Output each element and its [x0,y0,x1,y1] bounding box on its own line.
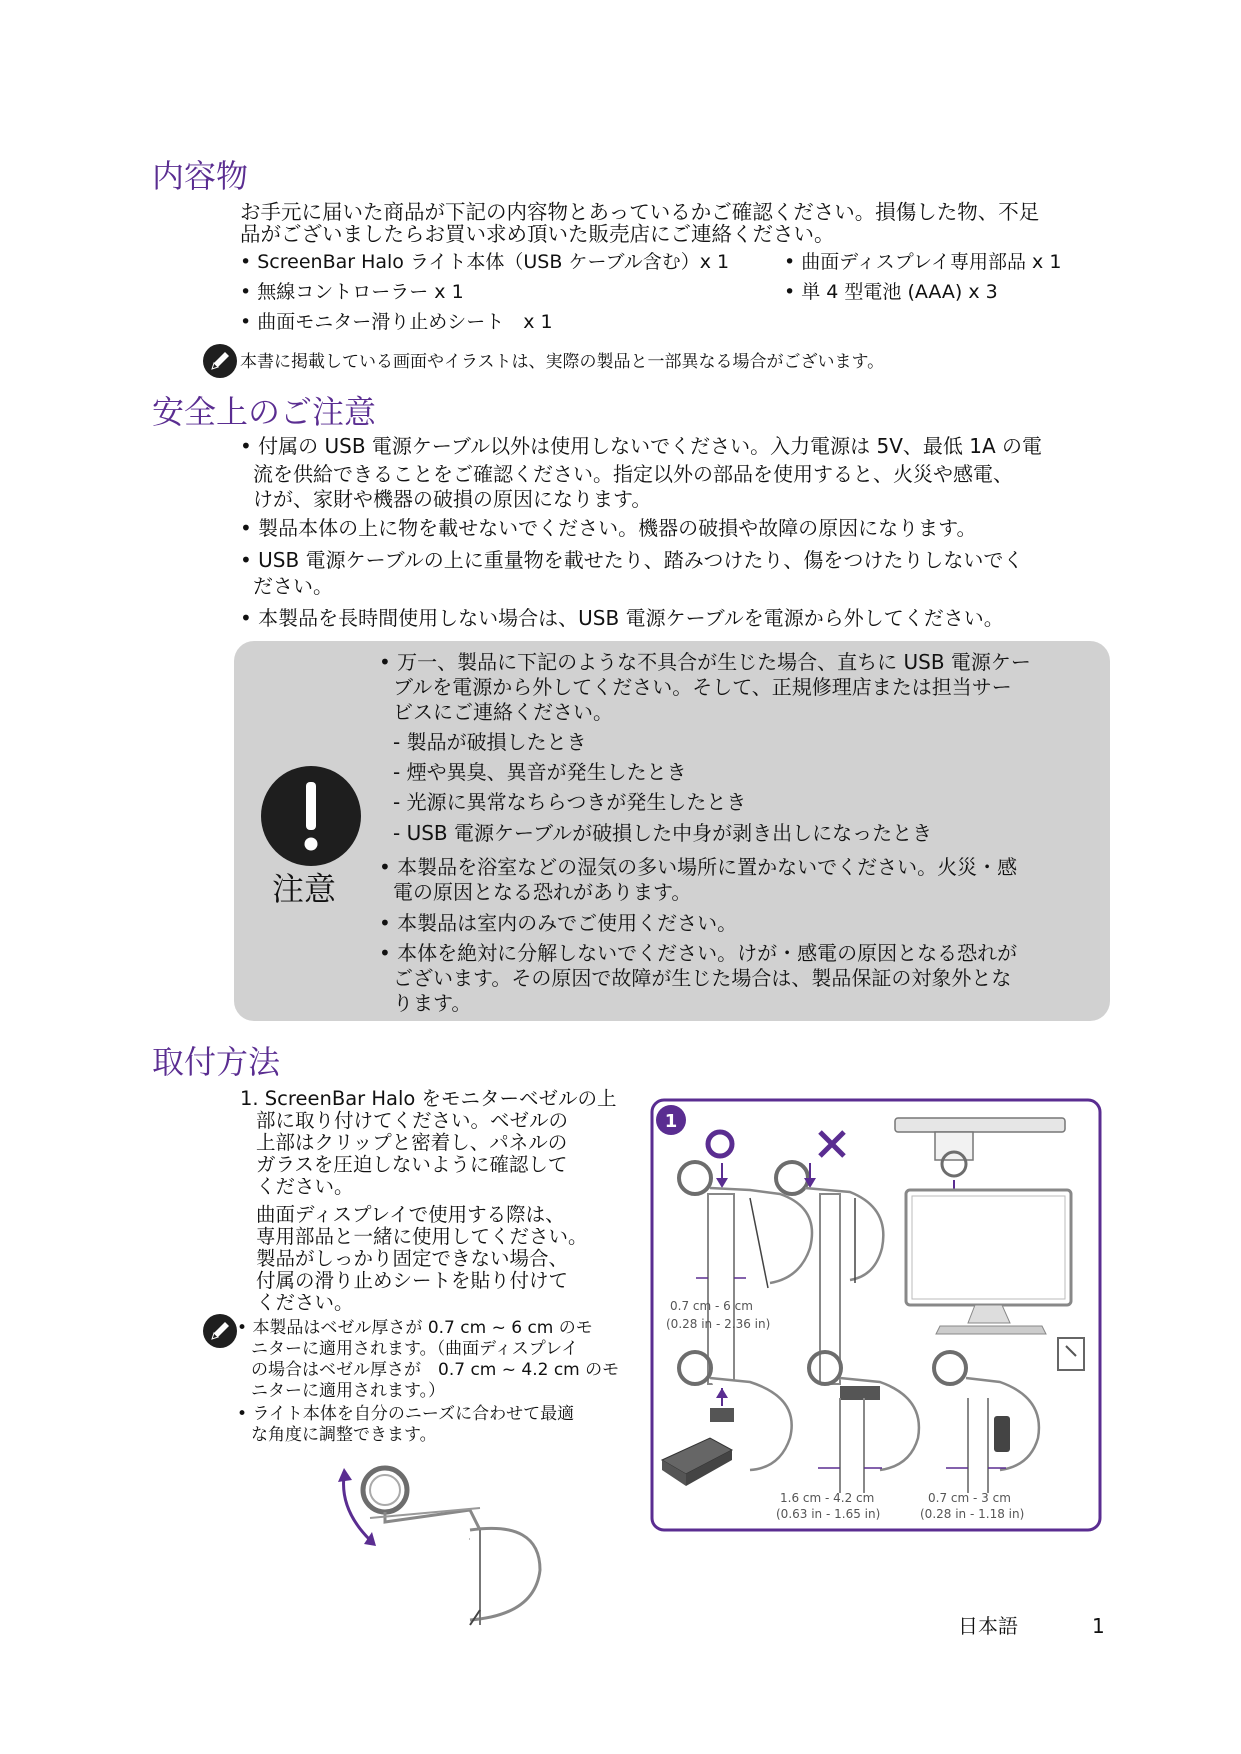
footer-page-number: 1 [1092,1614,1105,1638]
install-note-pencil-icon [203,1314,237,1348]
install-note-1-line: の場合はベゼル厚さが 0.7 cm ~ 4.2 cm のモ [251,1360,620,1380]
safety-bullet-1-line1: • 付属の USB 電源ケーブル以外は使用しないでください。入力電源は 5V、最低 1A の電 [240,434,1042,458]
angle-adjust-illustration [330,1450,570,1630]
safety-bullet-3-line1: • USB 電源ケーブルの上に重量物を載せたり、踏みつけたり、傷をつけたりしないでく [240,548,1023,572]
install-step1-line: 上部はクリップと密着し、パネルの [256,1131,568,1154]
dimension-label: 1.6 cm - 4.2 cm [780,1491,875,1505]
safety-bullet-3-line2: ださい。 [253,574,333,598]
dimension-label: (0.28 in - 1.18 in) [920,1507,1025,1521]
contents-intro-line2: 品がございましたらお買い求め頂いた販売店にご連絡ください。 [240,222,835,246]
dimension-label: (0.28 in - 2.36 in) [666,1317,771,1331]
contents-note: 本書に掲載している画面やイラストは、実際の製品と一部異なる場合がございます。 [240,352,885,372]
caution-sub-item: - 光源に異常なちらつきが発生したとき [393,790,747,814]
caution-bullet-4-line3: ります。 [393,991,472,1015]
step-number-badge: 1 [664,1111,678,1132]
install-step1b-line: 製品がしっかり固定できない場合、 [256,1247,569,1270]
caution-sub-item: - 製品が破損したとき [393,730,587,754]
safety-heading: 安全上のご注意 [152,393,377,431]
install-figure [650,1098,1102,1532]
install-step1 [240,1088,635,1314]
install-note-1-line: • 本製品はベゼル厚さが 0.7 cm ~ 6 cm のモ [237,1318,642,1339]
install-step1b-line: 付属の滑り止めシートを貼り付けて [256,1269,569,1292]
exclamation-icon [261,766,361,866]
note-pencil-icon [203,344,237,378]
caution-bullet-1-line1: • 万一、製品に下記のような不具合が生じた場合、直ちに USB 電源ケー [379,650,1031,674]
contents-item-curved-part: • 曲面ディスプレイ専用部品 x 1 [784,250,1061,274]
footer-language: 日本語 [958,1614,1018,1638]
install-notes [237,1318,642,1446]
install-step1-line: ガラスを圧迫しないように確認して [256,1153,568,1176]
install-step1-line: ください。 [256,1175,354,1198]
install-note-2-line: な角度に調整できます。 [251,1425,437,1445]
caution-sub-item: - 煙や異臭、異音が発生したとき [393,760,687,784]
dimension-label: (0.63 in - 1.65 in) [776,1507,881,1521]
dimension-label: 0.7 cm - 6 cm [670,1299,753,1313]
caution-bullet-2-line1: • 本製品を浴室などの湿気の多い場所に置かないでください。火災・感 [379,855,1017,879]
install-note-2-line: • ライト本体を自分のニーズに合わせて最適 [237,1404,642,1425]
install-note-1-line: ニターに適用されます。（曲面ディスプレイ [251,1339,579,1359]
contents-item-controller: • 無線コントローラー x 1 [240,280,464,304]
contents-item-battery: • 単 4 型電池 (AAA) x 3 [784,280,998,304]
install-step1b-line: ください。 [256,1291,354,1314]
safety-bullet-1-line3: けが、家財や機器の破損の原因になります。 [253,487,652,511]
install-step1b-line: 曲面ディスプレイで使用する際は、 [256,1203,565,1226]
caution-bullet-1-line3: ビスにご連絡ください。 [393,700,613,724]
contents-item-sheet: • 曲面モニター滑り止めシート x 1 [240,310,553,334]
caution-bullet-4-line2: ございます。その原因で故障が生じた場合は、製品保証の対象外とな [393,966,1012,990]
caution-bullet-4-line1: • 本体を絶対に分解しないでください。けが・感電の原因となる恐れが [379,941,1017,965]
install-step1-line: 1. ScreenBar Halo をモニターベゼルの上 [240,1087,617,1110]
caution-bullet-2-line2: 電の原因となる恐れがあります。 [393,880,692,904]
safety-bullet-2: • 製品本体の上に物を載せないでください。機器の破損や故障の原因になります。 [240,516,977,540]
safety-bullet-4: • 本製品を長時間使用しない場合は、USB 電源ケーブルを電源から外してください。 [240,606,1004,630]
contents-intro-line1: お手元に届いた商品が下記の内容物とあっているかご確認ください。損傷した物、不足 [240,200,1040,224]
install-heading: 取付方法 [152,1043,281,1081]
dimension-label: 0.7 cm - 3 cm [928,1491,1011,1505]
caution-sub-item: - USB 電源ケーブルが破損した中身が剥き出しになったとき [393,821,933,845]
caution-label: 注意 [272,870,337,908]
contents-item-light: • ScreenBar Halo ライト本体（USB ケーブル含む）x 1 [240,250,729,274]
caution-bullet-3: • 本製品は室内のみでご使用ください。 [379,911,737,935]
contents-heading: 内容物 [152,157,249,195]
install-step1b-line: 専用部品と一緒に使用してください。 [256,1225,588,1248]
install-note-1-line: ニターに適用されます。） [251,1381,446,1401]
safety-bullet-1-line2: 流を供給できることをご確認ください。指定以外の部品を使用すると、火災や感電、 [253,462,1013,486]
install-step1-line: 部に取り付けてください。ベゼルの [256,1109,569,1132]
caution-bullet-1-line2: ブルを電源から外してください。そして、正規修理店または担当サー [393,675,1012,699]
